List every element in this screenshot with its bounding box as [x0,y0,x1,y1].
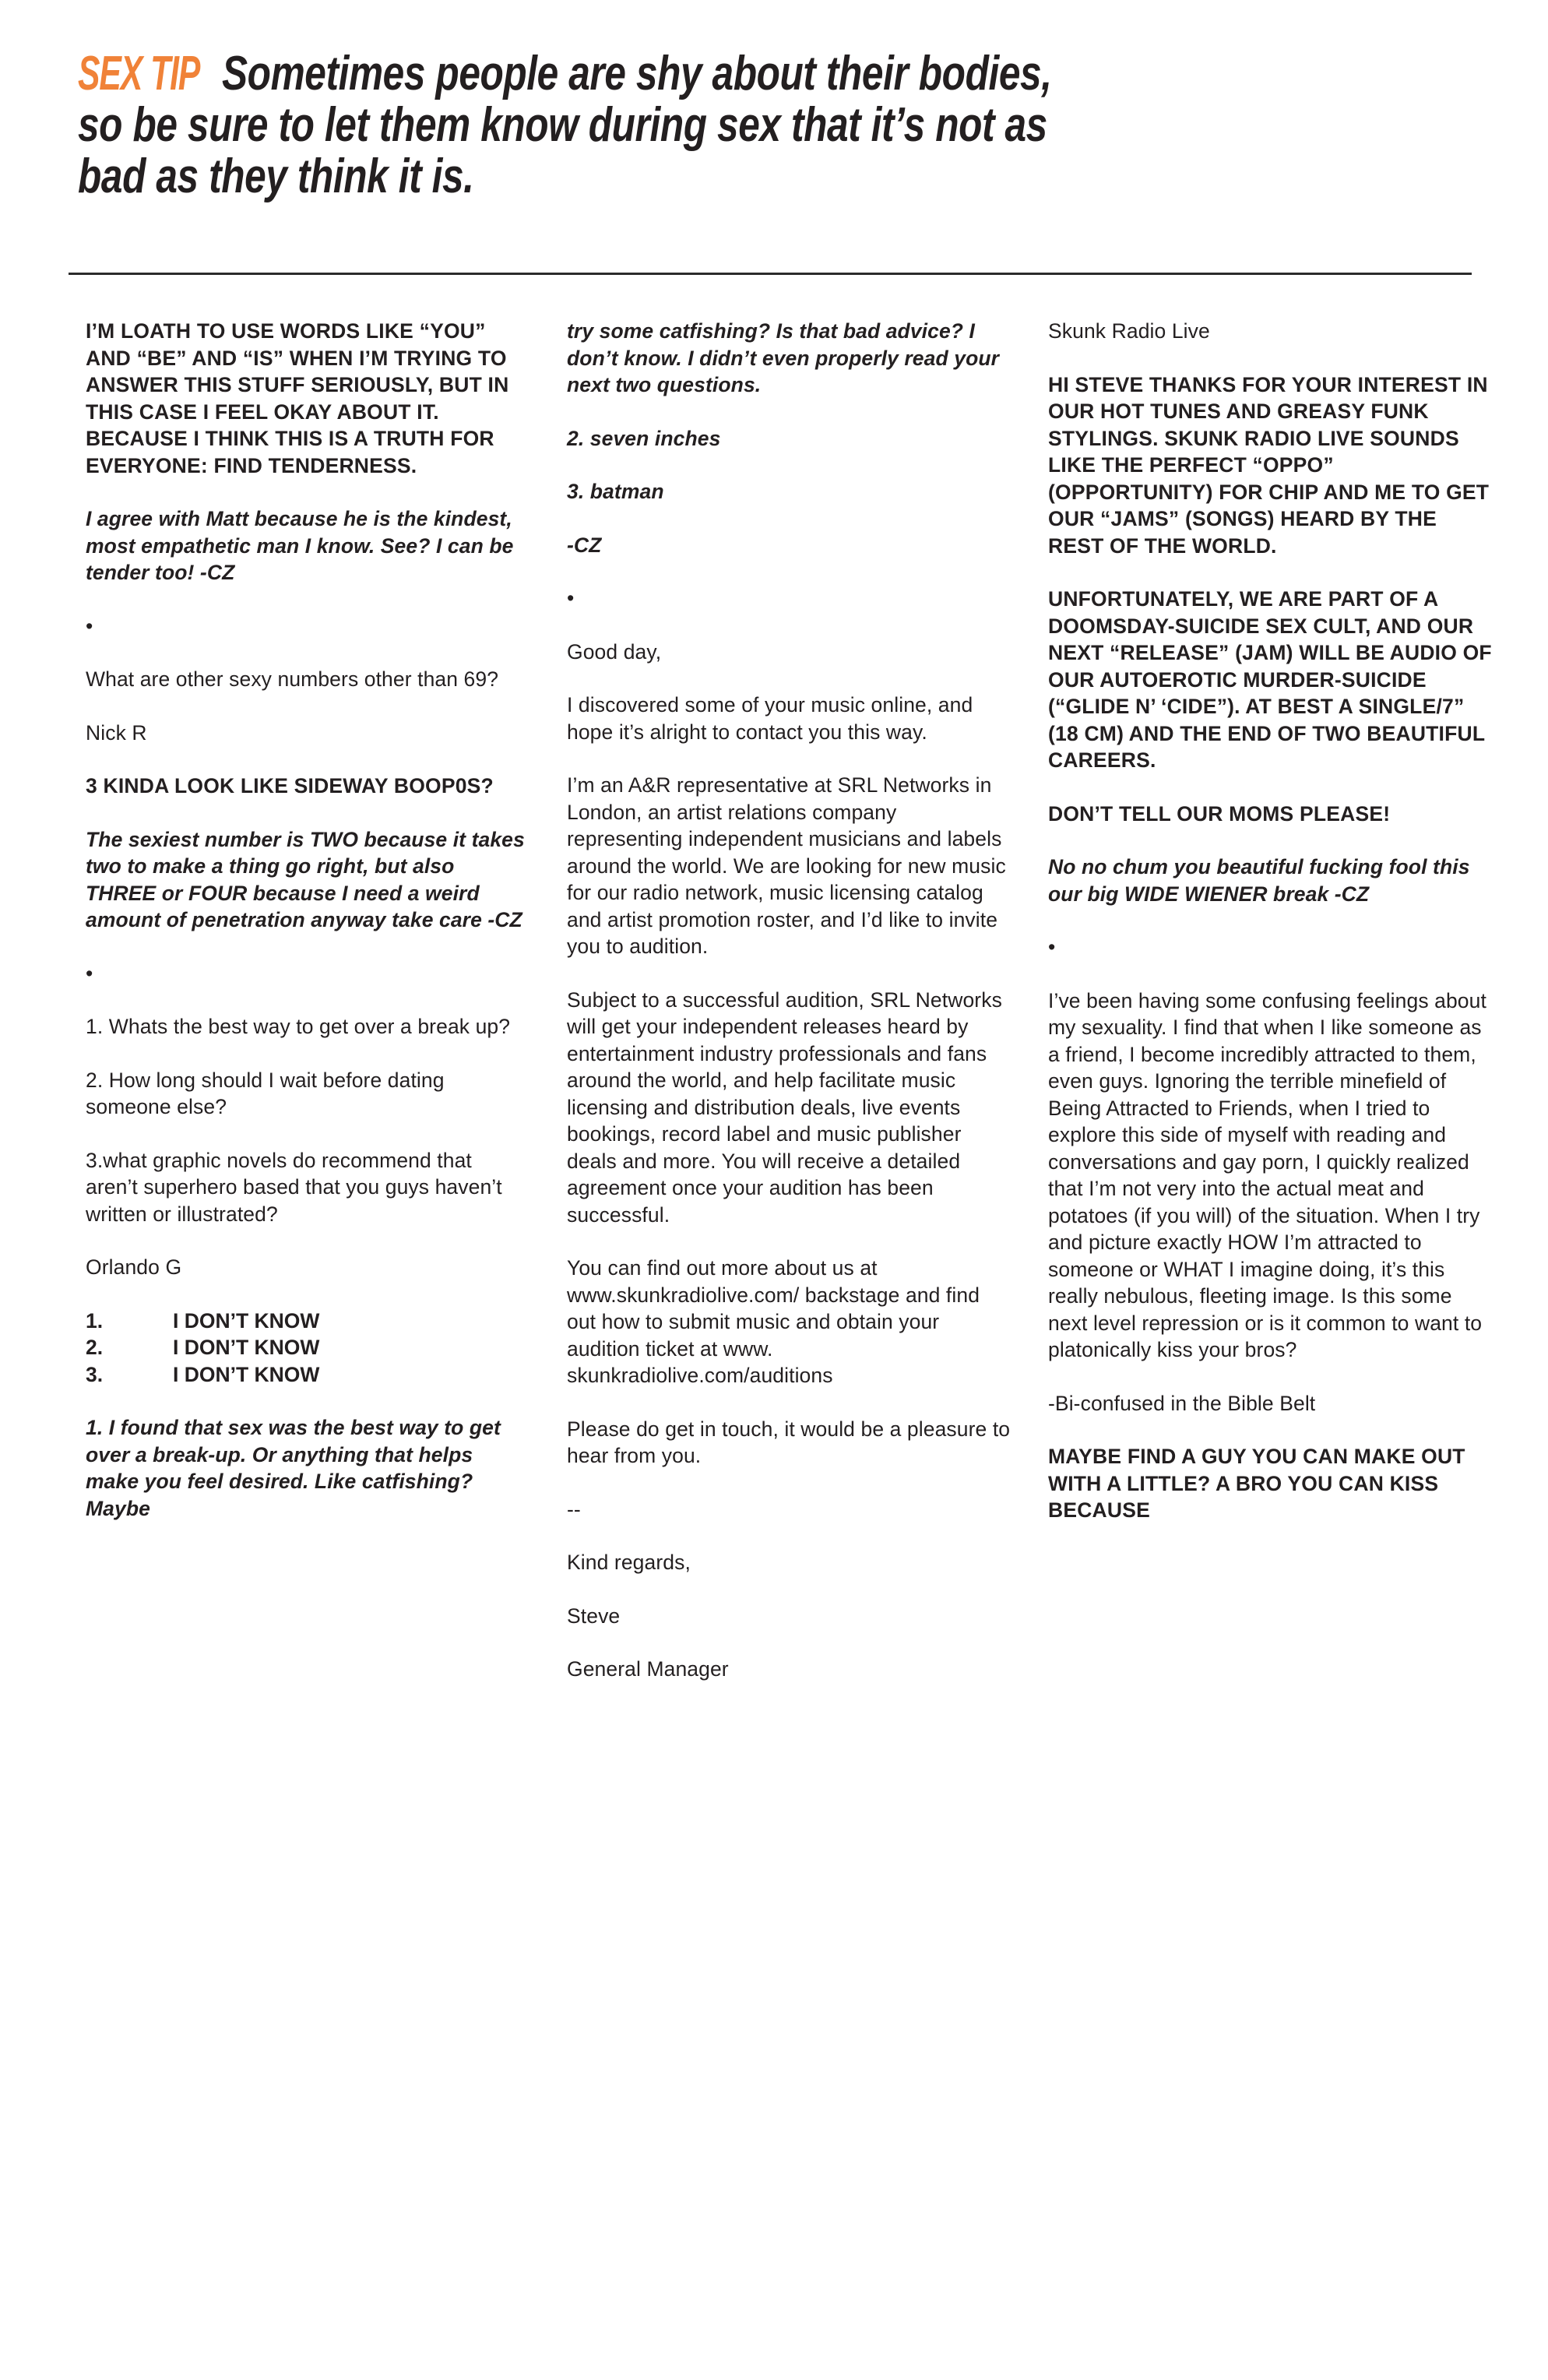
bullet-separator: • [567,586,575,610]
bullet-separator: • [86,614,93,638]
header-divider [69,273,1472,275]
letter-paragraph: Please do get in touch, it would be a pleasure to hear from you. [567,1417,1011,1467]
answer-paragraph-caps: 3 KINDA LOOK LIKE SIDEWAY BOOP0S? [86,774,494,797]
letter-paragraph: Nick R [86,720,147,745]
header-line-1 [78,48,1199,100]
answer-paragraph-italic: No no chum you beautiful fucking fool this our big WIDE WIENER break -CZ [1048,855,1470,906]
answer-paragraph-caps: I’M LOATH TO USE WORDS LIKE “YOU” AND “BE” AND “IS” WHEN I’M TRYING TO ANSWER THIS STUFF SERIOUSLY, BUT IN THIS CASE I FEEL OKAY ABOUT IT. BECAUSE I THINK THIS IS A TRUTH FOR EVERYONE: FIND TENDERNESS. [86,319,509,477]
letter-paragraph: What are other sexy numbers other than 69? [86,667,499,691]
answer-paragraph-caps: MAYBE FIND A GUY YOU CAN MAKE OUT WITH A LITTLE? A BRO YOU CAN KISS BECAUSE [1048,1445,1465,1522]
letter-paragraph: I discovered some of your music online, and hope it’s alright to contact you this way. [567,693,973,744]
article-columns [86,318,1495,1683]
answer-number: 1. [86,1308,104,1333]
numbered-answer-row [86,1308,529,1335]
letter-paragraph: Subject to a successful audition, SRL Networks will get your independent releases heard by entertainment industry professionals and fans around the world, and help facilitate music licensing and distribution deals, live events bookings, record label and music publisher deals and more. You will receive a detailed agreement once your audition has been successful. [567,988,1002,1227]
header-line-3: bad as they think it is. [78,150,474,203]
letter-paragraph: Steve [567,1604,621,1628]
letter-paragraph: 1. Whats the best way to get over a break up? [86,1015,511,1038]
answer-paragraph-italic: 2. seven inches [567,426,721,450]
letter-paragraph: -- [567,1497,581,1521]
answer-text: I DON’T KNOW [173,1308,320,1333]
answer-paragraph-caps: UNFORTUNATELY, WE ARE PART OF A DOOMSDAY-SUICIDE SEX CULT, AND OUR NEXT “RELEASE” (JAM) WILL BE AUDIO OF OUR AUTOEROTIC MURDER-SUICIDE (“GLIDE N’ ‘CIDE”). AT BEST A SINGLE/7” (18 CM) AND THE END OF TWO BEAUTIFUL CAREERS. [1048,587,1492,772]
letter-paragraph: Orlando G [86,1255,182,1279]
letter-paragraph: Kind regards, [567,1551,691,1574]
letter-paragraph: -Bi-confused in the Bible Belt [1048,1391,1316,1415]
letter-paragraph: 2. How long should I wait before dating someone else? [86,1068,445,1118]
answer-paragraph-italic: 1. I found that sex was the best way to get over a break-up. Or anything that helps make you feel desired. Like catfishing? Maybe [86,1416,501,1520]
page-header [78,48,1479,202]
answer-text: I DON’T KNOW [173,1362,320,1386]
column-2 [567,318,1011,1683]
sex-tip-label: SEX TIP [78,47,200,100]
answer-number: 3. [86,1362,104,1386]
letter-paragraph: Good day, [567,639,662,664]
bullet-separator: • [86,961,93,985]
numbered-answer-row [86,1334,529,1361]
answer-paragraph-italic: try some catfishing? Is that bad advice? I don’t know. I didn’t even properly read your next two questions. [567,319,1000,396]
answer-paragraph-italic: 3. batman [567,480,664,503]
answer-paragraph-italic: The sexiest number is TWO because it takes two to make a thing go right, but also THREE or FOUR because I need a weird amount of penetration anyway take care -CZ [86,827,525,931]
answer-paragraph-italic: -CZ [567,533,602,557]
answer-paragraph-italic: I agree with Matt because he is the kindest, most empathetic man I know. See? I can be tender too! -CZ [86,507,514,584]
letter-paragraph: I’m an A&R representative at SRL Networks in London, an artist relations company representing independent musicians and labels around the world. We are looking for new music for our radio network, music licensing catalog and artist promotion roster, and I’d like to invite you to audition. [567,773,1006,958]
column-1 [86,318,529,1683]
answer-number: 2. [86,1336,104,1359]
answer-paragraph-caps: DON’T TELL OUR MOMS PLEASE! [1048,801,1391,826]
answer-text: I DON’T KNOW [173,1336,320,1359]
answer-paragraph-caps: HI STEVE THANKS FOR YOUR INTEREST IN OUR HOT TUNES AND GREASY FUNK STYLINGS. SKUNK RADIO LIVE SOUNDS LIKE THE PERFECT “OPPO” (OPPORTUNITY) FOR CHIP AND ME TO GET OUR “JAMS” (SONGS) HEARD BY THE REST OF THE WORLD. [1048,372,1490,558]
letter-paragraph: General Manager [567,1657,729,1681]
header-text-1: Sometimes people are shy about their bodies, [222,47,1052,100]
header-line-2: so be sure to let them know during sex that it’s not as [78,98,1047,152]
column-3 [1048,318,1492,1683]
letter-paragraph: I’ve been having some confusing feelings about my sexuality. I find that when I like someone as a friend, I become incredibly attracted to them, even guys. Ignoring the terrible minefield of Being Attracted to Friends, when I tried to explore this side of myself with reading and conversations and gay porn, I quickly realized that I’m not very into the actual meat and potatoes (if you will) of the situation. When I try and picture exactly HOW I’m attracted to someone or WHAT I imagine doing, it’s this really nebulous, fleeting image. Is this some next level repression or is it common to want to platonically kiss your bros? [1048,988,1486,1361]
numbered-answer-list [86,1308,529,1389]
bullet-separator: • [1048,935,1056,959]
letter-paragraph: You can find out more about us at www.skunkradiolive.com/ backstage and find out how to submit music and obtain your audition ticket at www. skunkradiolive.com/auditions [567,1256,980,1387]
letter-paragraph: Skunk Radio Live [1048,319,1210,343]
numbered-answer-row [86,1361,529,1389]
letter-paragraph: 3.what graphic novels do recommend that aren’t superhero based that you guys haven’t written or illustrated? [86,1148,502,1226]
